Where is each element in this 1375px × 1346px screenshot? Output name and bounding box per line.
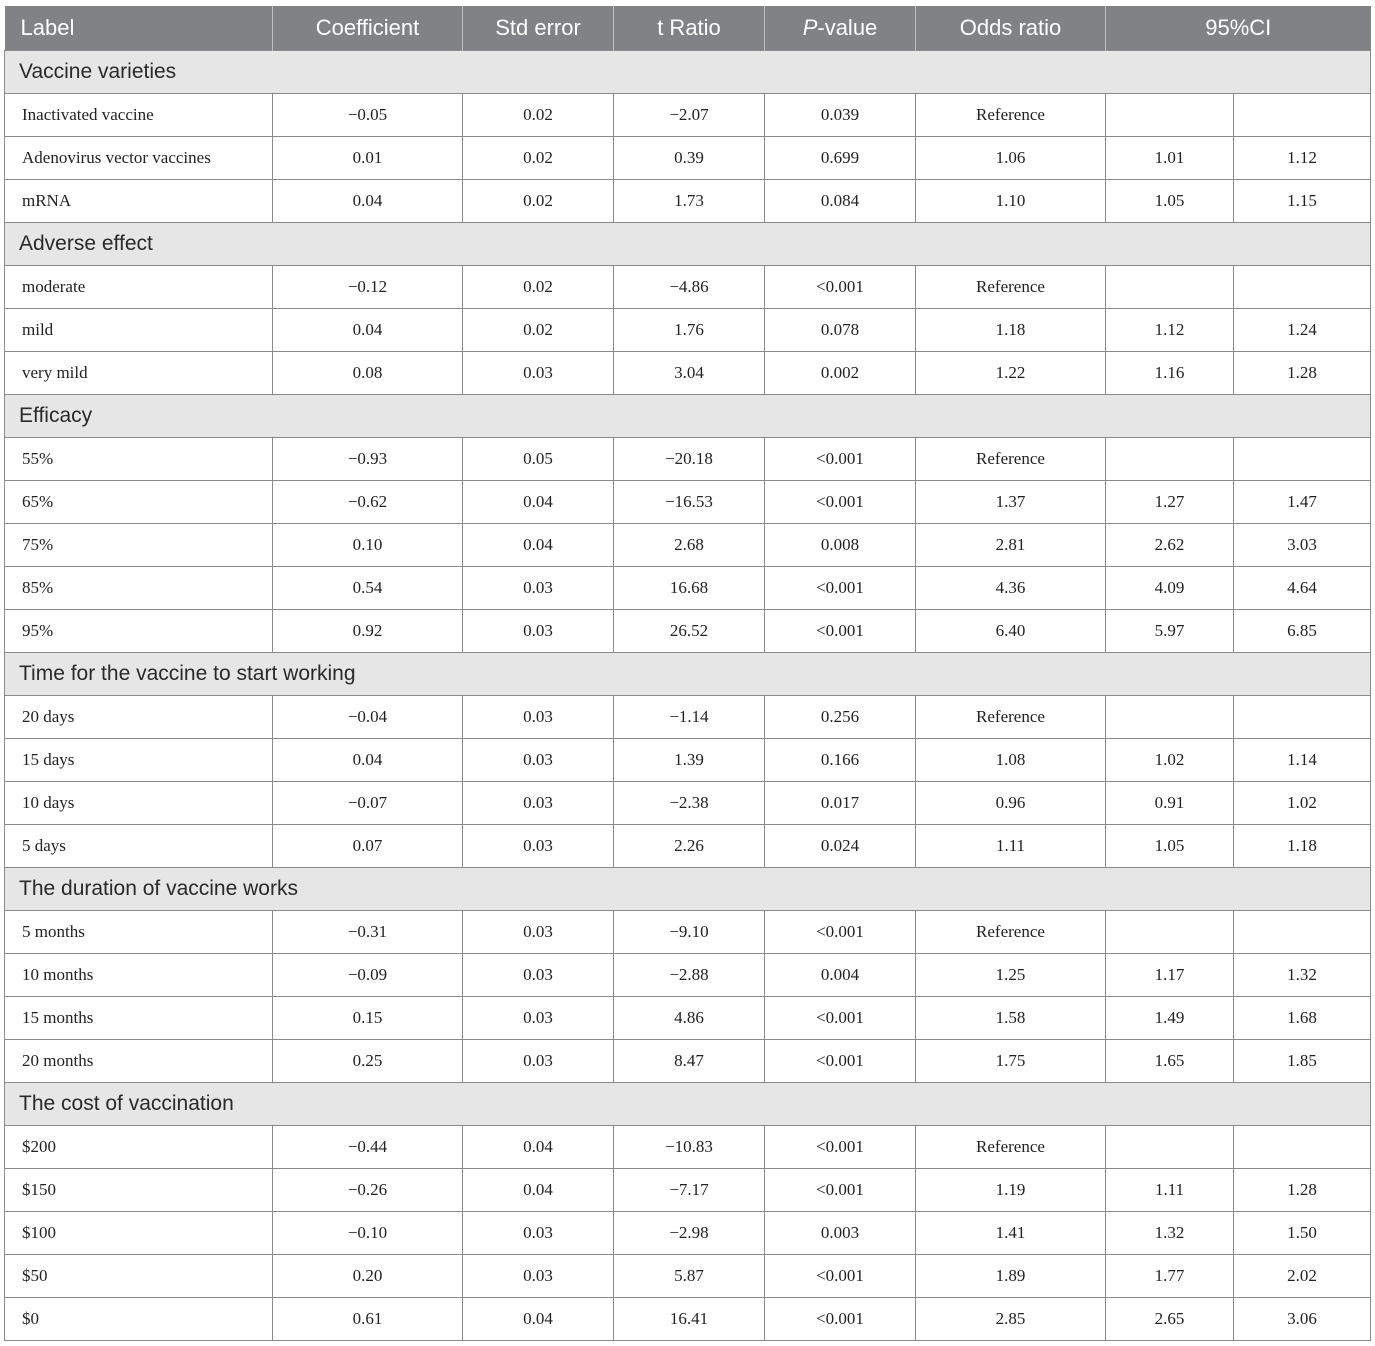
ci-lower-cell (1106, 266, 1234, 309)
table-header (5, 6, 1371, 51)
row-label: 15 months (5, 997, 273, 1040)
ci-lower-cell: 1.05 (1106, 180, 1234, 223)
odds-ratio-cell: 1.41 (916, 1212, 1106, 1255)
p-value-cell: 0.078 (765, 309, 916, 352)
odds-ratio-cell: 1.75 (916, 1040, 1106, 1083)
odds-ratio-cell: Reference (916, 696, 1106, 739)
section-header-row (5, 868, 1371, 911)
odds-ratio-cell: 1.22 (916, 352, 1106, 395)
ci-lower-cell: 1.77 (1106, 1255, 1234, 1298)
p-value-cell: <0.001 (765, 1040, 916, 1083)
row-label: 85% (5, 567, 273, 610)
coefficient-cell: 0.04 (273, 309, 463, 352)
ci-upper-cell: 1.14 (1234, 739, 1371, 782)
t-ratio-cell: 4.86 (614, 997, 765, 1040)
table-row (5, 1040, 1371, 1083)
header-label: Label (5, 6, 273, 51)
ci-upper-cell: 1.28 (1234, 1169, 1371, 1212)
std-error-cell: 0.03 (463, 954, 614, 997)
table-row (5, 1126, 1371, 1169)
p-value-cell: <0.001 (765, 1298, 916, 1341)
row-label: 95% (5, 610, 273, 653)
std-error-cell: 0.03 (463, 1040, 614, 1083)
odds-ratio-cell: 1.06 (916, 137, 1106, 180)
coefficient-cell: −0.04 (273, 696, 463, 739)
std-error-cell: 0.03 (463, 739, 614, 782)
table-row (5, 438, 1371, 481)
odds-ratio-cell: 4.36 (916, 567, 1106, 610)
row-label: very mild (5, 352, 273, 395)
row-label: 20 months (5, 1040, 273, 1083)
t-ratio-cell: 16.41 (614, 1298, 765, 1341)
t-ratio-cell: 1.73 (614, 180, 765, 223)
section-title: Vaccine varieties (5, 51, 1371, 94)
odds-ratio-cell: Reference (916, 266, 1106, 309)
table-row (5, 567, 1371, 610)
ci-upper-cell: 1.24 (1234, 309, 1371, 352)
table-row (5, 610, 1371, 653)
t-ratio-cell: −16.53 (614, 481, 765, 524)
std-error-cell: 0.02 (463, 180, 614, 223)
coefficient-cell: 0.15 (273, 997, 463, 1040)
section-header-row (5, 1083, 1371, 1126)
table-row (5, 825, 1371, 868)
coefficient-cell: 0.20 (273, 1255, 463, 1298)
odds-ratio-cell: 1.25 (916, 954, 1106, 997)
std-error-cell: 0.04 (463, 481, 614, 524)
section-title: The duration of vaccine works (5, 868, 1371, 911)
t-ratio-cell: −2.07 (614, 94, 765, 137)
ci-lower-cell: 1.32 (1106, 1212, 1234, 1255)
ci-lower-cell (1106, 438, 1234, 481)
p-value-cell: <0.001 (765, 1126, 916, 1169)
table-row (5, 1298, 1371, 1341)
section-title: Efficacy (5, 395, 1371, 438)
odds-ratio-cell: 1.10 (916, 180, 1106, 223)
section-title: Time for the vaccine to start working (5, 653, 1371, 696)
row-label: 75% (5, 524, 273, 567)
odds-ratio-cell: 1.08 (916, 739, 1106, 782)
ci-upper-cell: 1.02 (1234, 782, 1371, 825)
section-title: Adverse effect (5, 223, 1371, 266)
std-error-cell: 0.04 (463, 1298, 614, 1341)
coefficient-cell: 0.01 (273, 137, 463, 180)
row-label: 10 months (5, 954, 273, 997)
ci-upper-cell (1234, 696, 1371, 739)
ci-lower-cell: 1.27 (1106, 481, 1234, 524)
ci-lower-cell (1106, 911, 1234, 954)
ci-upper-cell: 1.68 (1234, 997, 1371, 1040)
ci-upper-cell (1234, 266, 1371, 309)
row-label: 5 months (5, 911, 273, 954)
row-label: 10 days (5, 782, 273, 825)
std-error-cell: 0.04 (463, 524, 614, 567)
coefficient-cell: 0.54 (273, 567, 463, 610)
p-value-cell: 0.002 (765, 352, 916, 395)
section-header-row (5, 395, 1371, 438)
t-ratio-cell: 1.76 (614, 309, 765, 352)
header-p-value (765, 6, 916, 51)
std-error-cell: 0.03 (463, 911, 614, 954)
row-label: $0 (5, 1298, 273, 1341)
p-value-cell: <0.001 (765, 266, 916, 309)
coefficient-cell: 0.92 (273, 610, 463, 653)
t-ratio-cell: 26.52 (614, 610, 765, 653)
coefficient-cell: −0.44 (273, 1126, 463, 1169)
ci-upper-cell: 4.64 (1234, 567, 1371, 610)
odds-ratio-cell: 0.96 (916, 782, 1106, 825)
std-error-cell: 0.03 (463, 997, 614, 1040)
std-error-cell: 0.02 (463, 309, 614, 352)
std-error-cell: 0.03 (463, 352, 614, 395)
header-row (5, 6, 1371, 51)
header-ci: 95%CI (1106, 6, 1371, 51)
t-ratio-cell: −1.14 (614, 696, 765, 739)
row-label: Adenovirus vector vaccines (5, 137, 273, 180)
table-row (5, 997, 1371, 1040)
header-p-value-italic: P (802, 15, 818, 40)
ci-upper-cell: 1.85 (1234, 1040, 1371, 1083)
ci-lower-cell: 5.97 (1106, 610, 1234, 653)
p-value-cell: 0.003 (765, 1212, 916, 1255)
ci-lower-cell: 4.09 (1106, 567, 1234, 610)
t-ratio-cell: −2.38 (614, 782, 765, 825)
row-label: 55% (5, 438, 273, 481)
odds-ratio-cell: 2.81 (916, 524, 1106, 567)
p-value-cell: <0.001 (765, 997, 916, 1040)
coefficient-cell: 0.04 (273, 180, 463, 223)
coefficient-cell: −0.09 (273, 954, 463, 997)
p-value-cell: <0.001 (765, 481, 916, 524)
std-error-cell: 0.03 (463, 696, 614, 739)
std-error-cell: 0.03 (463, 825, 614, 868)
odds-ratio-cell: 1.37 (916, 481, 1106, 524)
ci-lower-cell (1106, 1126, 1234, 1169)
row-label: moderate (5, 266, 273, 309)
header-p-value-rest: -value (817, 15, 878, 40)
odds-ratio-cell: 1.89 (916, 1255, 1106, 1298)
table-row (5, 954, 1371, 997)
table-row (5, 1212, 1371, 1255)
ci-lower-cell: 2.65 (1106, 1298, 1234, 1341)
ci-lower-cell: 1.16 (1106, 352, 1234, 395)
row-label: mild (5, 309, 273, 352)
ci-upper-cell (1234, 1126, 1371, 1169)
row-label: $150 (5, 1169, 273, 1212)
odds-ratio-cell: Reference (916, 438, 1106, 481)
t-ratio-cell: 2.26 (614, 825, 765, 868)
ci-lower-cell: 1.01 (1106, 137, 1234, 180)
coefficient-cell: 0.61 (273, 1298, 463, 1341)
table-row (5, 481, 1371, 524)
odds-ratio-cell: Reference (916, 94, 1106, 137)
p-value-cell: 0.166 (765, 739, 916, 782)
coefficient-cell: −0.62 (273, 481, 463, 524)
odds-ratio-cell: 6.40 (916, 610, 1106, 653)
row-label: 65% (5, 481, 273, 524)
row-label: $200 (5, 1126, 273, 1169)
row-label: 20 days (5, 696, 273, 739)
coefficient-cell: −0.07 (273, 782, 463, 825)
t-ratio-cell: −7.17 (614, 1169, 765, 1212)
coefficient-cell: 0.08 (273, 352, 463, 395)
std-error-cell: 0.05 (463, 438, 614, 481)
table-row (5, 266, 1371, 309)
section-header-row (5, 653, 1371, 696)
coefficient-cell: 0.07 (273, 825, 463, 868)
ci-lower-cell: 0.91 (1106, 782, 1234, 825)
p-value-cell: 0.256 (765, 696, 916, 739)
p-value-cell: <0.001 (765, 1169, 916, 1212)
row-label: $100 (5, 1212, 273, 1255)
ci-upper-cell: 1.50 (1234, 1212, 1371, 1255)
row-label: 5 days (5, 825, 273, 868)
ci-lower-cell: 1.49 (1106, 997, 1234, 1040)
std-error-cell: 0.03 (463, 1212, 614, 1255)
t-ratio-cell: −4.86 (614, 266, 765, 309)
ci-upper-cell (1234, 911, 1371, 954)
table-row (5, 309, 1371, 352)
std-error-cell: 0.02 (463, 137, 614, 180)
t-ratio-cell: 1.39 (614, 739, 765, 782)
p-value-cell: 0.699 (765, 137, 916, 180)
section-header-row (5, 223, 1371, 266)
p-value-cell: <0.001 (765, 610, 916, 653)
ci-upper-cell: 1.28 (1234, 352, 1371, 395)
table-row (5, 94, 1371, 137)
ci-upper-cell: 6.85 (1234, 610, 1371, 653)
table-row (5, 352, 1371, 395)
coefficient-cell: 0.10 (273, 524, 463, 567)
section-header-row (5, 51, 1371, 94)
std-error-cell: 0.04 (463, 1169, 614, 1212)
odds-ratio-cell: Reference (916, 911, 1106, 954)
section-title: The cost of vaccination (5, 1083, 1371, 1126)
table-row (5, 1255, 1371, 1298)
ci-upper-cell: 2.02 (1234, 1255, 1371, 1298)
ci-upper-cell (1234, 438, 1371, 481)
odds-ratio-cell: 1.11 (916, 825, 1106, 868)
coefficient-cell: −0.10 (273, 1212, 463, 1255)
table-row (5, 524, 1371, 567)
header-t-ratio: t Ratio (614, 6, 765, 51)
ci-upper-cell: 1.18 (1234, 825, 1371, 868)
std-error-cell: 0.02 (463, 266, 614, 309)
coefficient-cell: −0.26 (273, 1169, 463, 1212)
std-error-cell: 0.03 (463, 610, 614, 653)
p-value-cell: 0.017 (765, 782, 916, 825)
regression-table (4, 6, 1371, 1341)
ci-lower-cell: 1.17 (1106, 954, 1234, 997)
p-value-cell: 0.008 (765, 524, 916, 567)
t-ratio-cell: 2.68 (614, 524, 765, 567)
p-value-cell: 0.039 (765, 94, 916, 137)
row-label: $50 (5, 1255, 273, 1298)
header-std-error: Std error (463, 6, 614, 51)
odds-ratio-cell: 2.85 (916, 1298, 1106, 1341)
ci-lower-cell: 1.11 (1106, 1169, 1234, 1212)
p-value-cell: 0.084 (765, 180, 916, 223)
ci-lower-cell: 2.62 (1106, 524, 1234, 567)
t-ratio-cell: −20.18 (614, 438, 765, 481)
p-value-cell: 0.024 (765, 825, 916, 868)
p-value-cell: 0.004 (765, 954, 916, 997)
t-ratio-cell: −2.98 (614, 1212, 765, 1255)
table-row (5, 1169, 1371, 1212)
odds-ratio-cell: 1.19 (916, 1169, 1106, 1212)
table-row (5, 782, 1371, 825)
table-row (5, 180, 1371, 223)
ci-upper-cell (1234, 94, 1371, 137)
ci-lower-cell: 1.05 (1106, 825, 1234, 868)
ci-upper-cell: 1.32 (1234, 954, 1371, 997)
ci-upper-cell: 3.06 (1234, 1298, 1371, 1341)
header-coefficient: Coefficient (273, 6, 463, 51)
ci-upper-cell: 1.15 (1234, 180, 1371, 223)
t-ratio-cell: 16.68 (614, 567, 765, 610)
p-value-cell: <0.001 (765, 911, 916, 954)
coefficient-cell: −0.93 (273, 438, 463, 481)
ci-upper-cell: 3.03 (1234, 524, 1371, 567)
coefficient-cell: 0.25 (273, 1040, 463, 1083)
t-ratio-cell: 5.87 (614, 1255, 765, 1298)
coefficient-cell: 0.04 (273, 739, 463, 782)
coefficient-cell: −0.05 (273, 94, 463, 137)
t-ratio-cell: −2.88 (614, 954, 765, 997)
coefficient-cell: −0.12 (273, 266, 463, 309)
odds-ratio-cell: 1.18 (916, 309, 1106, 352)
row-label: mRNA (5, 180, 273, 223)
table-row (5, 911, 1371, 954)
std-error-cell: 0.02 (463, 94, 614, 137)
p-value-cell: <0.001 (765, 1255, 916, 1298)
std-error-cell: 0.03 (463, 782, 614, 825)
t-ratio-cell: 3.04 (614, 352, 765, 395)
table-row (5, 739, 1371, 782)
odds-ratio-cell: 1.58 (916, 997, 1106, 1040)
p-value-cell: <0.001 (765, 567, 916, 610)
p-value-cell: <0.001 (765, 438, 916, 481)
table-row (5, 696, 1371, 739)
header-odds-ratio: Odds ratio (916, 6, 1106, 51)
odds-ratio-cell: Reference (916, 1126, 1106, 1169)
ci-upper-cell: 1.47 (1234, 481, 1371, 524)
table-body (5, 51, 1371, 1341)
ci-lower-cell: 1.65 (1106, 1040, 1234, 1083)
ci-lower-cell: 1.02 (1106, 739, 1234, 782)
t-ratio-cell: 8.47 (614, 1040, 765, 1083)
coefficient-cell: −0.31 (273, 911, 463, 954)
std-error-cell: 0.03 (463, 567, 614, 610)
ci-upper-cell: 1.12 (1234, 137, 1371, 180)
row-label: 15 days (5, 739, 273, 782)
std-error-cell: 0.03 (463, 1255, 614, 1298)
t-ratio-cell: 0.39 (614, 137, 765, 180)
ci-lower-cell (1106, 94, 1234, 137)
t-ratio-cell: −10.83 (614, 1126, 765, 1169)
std-error-cell: 0.04 (463, 1126, 614, 1169)
ci-lower-cell (1106, 696, 1234, 739)
ci-lower-cell: 1.12 (1106, 309, 1234, 352)
t-ratio-cell: −9.10 (614, 911, 765, 954)
row-label: Inactivated vaccine (5, 94, 273, 137)
table-row (5, 137, 1371, 180)
